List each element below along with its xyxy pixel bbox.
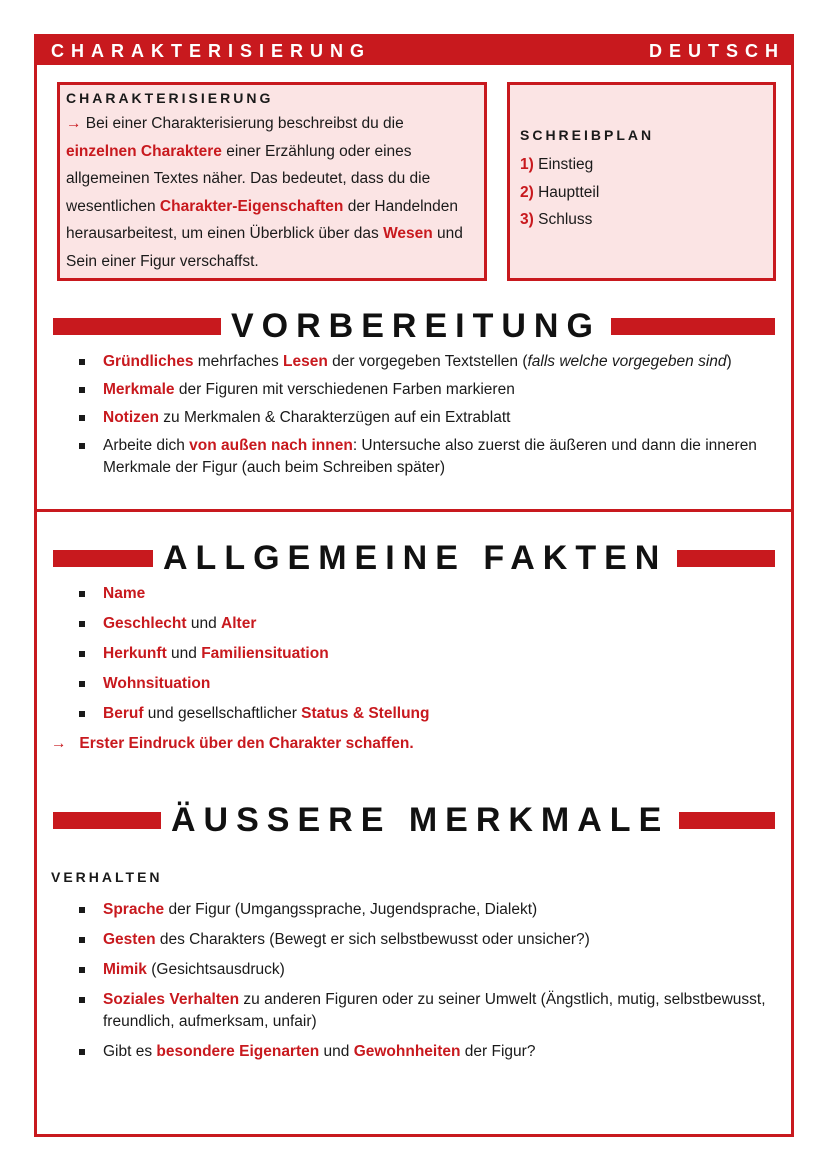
heading-bar xyxy=(53,318,221,335)
worksheet xyxy=(34,34,794,1137)
list-item: Sprache der Figur (Umgangssprache, Jugendsprache, Dialekt) xyxy=(75,899,771,921)
list-item: Soziales Verhalten zu anderen Figuren oder zu seiner Umwelt (Ängstlich, mutig, selbstbewusst, freundlich, aufmerksam, unfair) xyxy=(75,989,771,1033)
list-item: Notizen zu Merkmalen & Charakterzügen auf ein Extrablatt xyxy=(75,407,771,429)
arrow-icon: → xyxy=(66,115,82,132)
list-item: Gründliches mehrfaches Lesen der vorgegeben Textstellen (falls welche vorgegeben sind) xyxy=(75,351,771,373)
heading-bar xyxy=(611,318,775,335)
heading-aeussere-merkmale xyxy=(53,801,775,840)
heading-allgemeine-fakten xyxy=(53,539,775,578)
heading-bar xyxy=(53,812,161,829)
list-item: 3) Schluss xyxy=(520,211,593,228)
section-title: ALLGEMEINE FAKTEN xyxy=(163,539,668,577)
list-item: Herkunft und Familiensituation xyxy=(75,643,771,665)
subheading-verhalten: VERHALTEN xyxy=(51,869,163,885)
intro-text: → Bei einer Charakterisierung beschreibst du die einzelnen Charaktere einer Erzählung oder eines allgemeinen Textes näher. Das bedeutet, dass du die wesentlichen Charakter-Eigenschaften der Handelnden herausarbeitest, um einen Überblick über das Wesen und Sein einer Figur verschaffst. xyxy=(66,115,463,270)
list-item: Geschlecht und Alter xyxy=(75,613,771,635)
section-title: ÄUSSERE MERKMALE xyxy=(171,801,670,839)
section-title: VORBEREITUNG xyxy=(231,307,601,345)
list-item: Gesten des Charakters (Bewegt er sich selbstbewusst oder unsicher?) xyxy=(75,929,771,951)
list-item: Wohnsituation xyxy=(75,673,771,695)
intro-title: CHARAKTERISIERUNG xyxy=(66,90,274,106)
fakten-conclusion: → Erster Eindruck über den Charakter schaffen. xyxy=(51,735,414,752)
heading-bar xyxy=(679,812,775,829)
schreibplan-list xyxy=(520,151,765,234)
arrow-icon: → xyxy=(51,735,67,752)
list-item: Name xyxy=(75,583,771,605)
schreibplan-box xyxy=(507,82,776,281)
header-title: CHARAKTERISIERUNG xyxy=(51,40,372,61)
heading-bar xyxy=(53,550,153,567)
heading-vorbereitung xyxy=(53,307,775,346)
list-item: 2) Hauptteil xyxy=(520,183,600,201)
vorbereitung-list xyxy=(75,351,771,479)
list-item: Merkmale der Figuren mit verschiedenen Farben markieren xyxy=(75,379,771,401)
list-item: Mimik (Gesichtsausdruck) xyxy=(75,959,771,981)
list-item: Arbeite dich von außen nach innen: Untersuche also zuerst die äußeren und dann die inneren Merkmale der Figur (auch beim Schreiben später) xyxy=(75,435,771,479)
intro-box xyxy=(57,82,487,281)
list-item: Beruf und gesellschaftlicher Status & Stellung xyxy=(75,703,771,725)
header-bar xyxy=(37,37,791,65)
list-item: 1) Einstieg xyxy=(520,156,594,173)
verhalten-list xyxy=(75,899,771,1063)
schreibplan-title: SCHREIBPLAN xyxy=(520,127,655,143)
fakten-list xyxy=(75,583,771,725)
heading-bar xyxy=(677,550,775,567)
header-subject: DEUTSCH xyxy=(648,40,785,61)
list-item: Gibt es besondere Eigenarten und Gewohnheiten der Figur? xyxy=(75,1041,771,1063)
section-divider xyxy=(37,509,791,512)
